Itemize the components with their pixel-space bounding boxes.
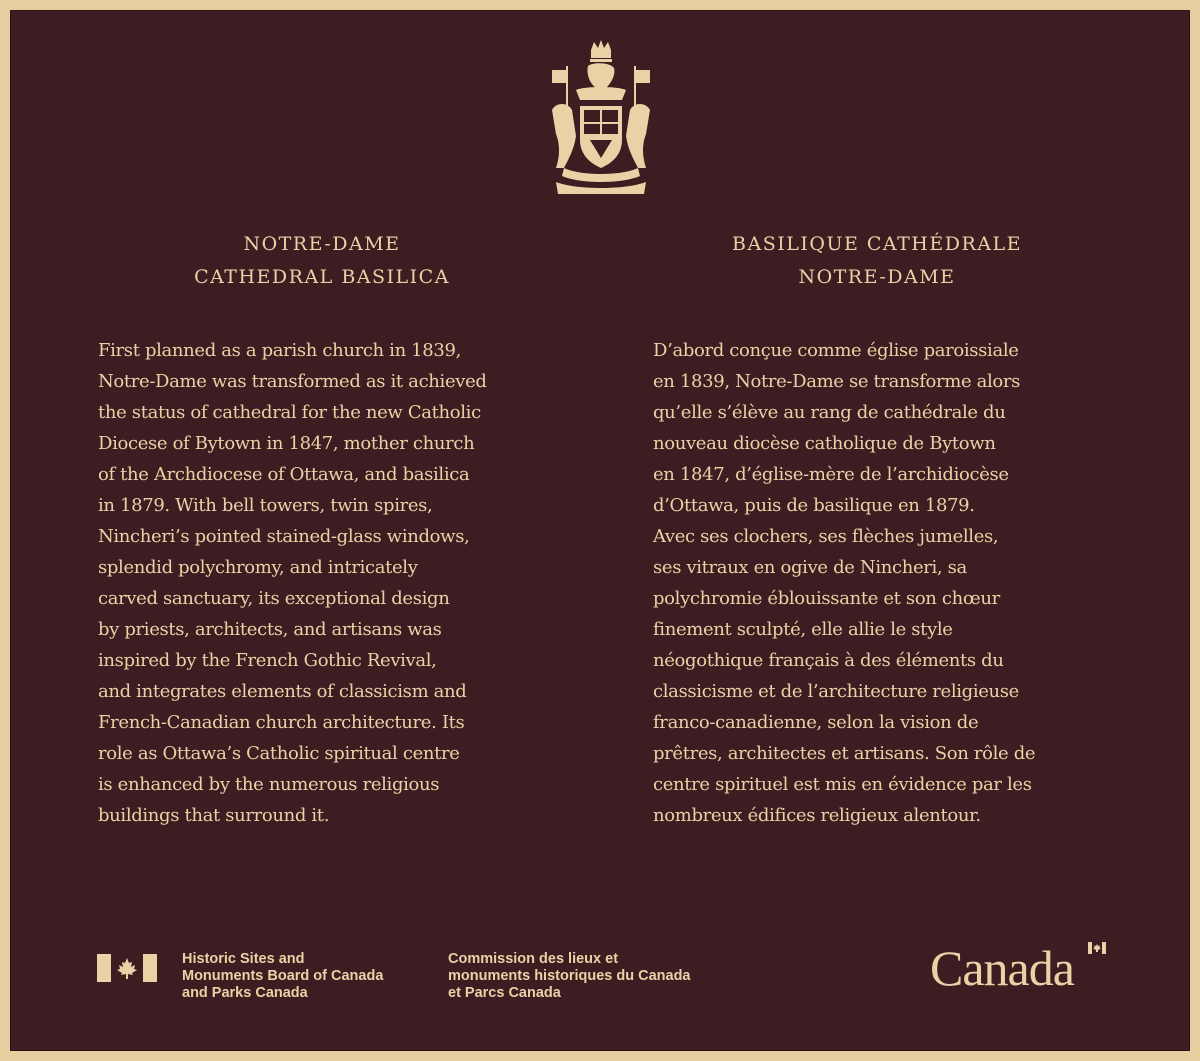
body-line: the status of cathedral for the new Catholic xyxy=(98,402,481,423)
footer-line: Commission des lieux et xyxy=(448,951,619,967)
body-line: polychromie éblouissante et son chœur xyxy=(653,588,1000,609)
body-line: First planned as a parish church in 1839, xyxy=(98,340,461,361)
wordmark-flag-icon xyxy=(1088,942,1106,954)
body-line: is enhanced by the numerous religious xyxy=(98,774,440,795)
footer-line: et Parcs Canada xyxy=(448,985,561,1001)
body-line: splendid polychromy, and intricately xyxy=(98,557,418,578)
body-line: franco-canadienne, selon la vision de xyxy=(653,712,979,733)
heading-french xyxy=(677,228,1077,294)
body-line: D’abord conçue comme église paroissiale xyxy=(653,340,1019,361)
footer-agency-french xyxy=(448,951,691,1002)
heading-line: BASILIQUE CATHÉDRALE xyxy=(732,233,1022,255)
body-line: ses vitraux en ogive de Nincheri, sa xyxy=(653,557,967,578)
body-line: inspired by the French Gothic Revival, xyxy=(98,650,437,671)
body-line: Nincheri’s pointed stained-glass windows, xyxy=(98,526,470,547)
heading-line: CATHEDRAL BASILICA xyxy=(194,266,450,288)
body-line: nouveau diocèse catholique de Bytown xyxy=(653,433,996,454)
body-line: néogothique français à des éléments du xyxy=(653,650,1004,671)
heading-line: NOTRE-DAME xyxy=(243,233,401,255)
heading-english xyxy=(122,228,522,294)
body-line: and integrates elements of classicism and xyxy=(98,681,467,702)
body-line: qu’elle s’élève au rang de cathédrale du xyxy=(653,402,1006,423)
body-line: d’Ottawa, puis de basilique en 1879. xyxy=(653,495,975,516)
body-line: French-Canadian church architecture. Its xyxy=(98,712,465,733)
body-line: prêtres, architectes et artisans. Son rôle de xyxy=(653,743,1036,764)
body-line: buildings that surround it. xyxy=(98,805,330,826)
body-line: en 1847, d’église-mère de l’archidiocèse xyxy=(653,464,1009,485)
body-line: en 1839, Notre-Dame se transforme alors xyxy=(653,371,1021,392)
body-english xyxy=(98,335,487,831)
body-line: role as Ottawa’s Catholic spiritual centre xyxy=(98,743,460,764)
body-line: Avec ses clochers, ses flèches jumelles, xyxy=(653,526,999,547)
body-french xyxy=(653,335,1035,831)
body-line: of the Archdiocese of Ottawa, and basilica xyxy=(98,464,470,485)
body-line: nombreux édifices religieux alentour. xyxy=(653,805,981,826)
royal-coat-of-arms-icon xyxy=(546,40,656,196)
body-line: Diocese of Bytown in 1847, mother church xyxy=(98,433,475,454)
body-line: classicisme et de l’architecture religieuse xyxy=(653,681,1019,702)
body-line: in 1879. With bell towers, twin spires, xyxy=(98,495,433,516)
footer-agency-english xyxy=(182,951,383,1002)
footer-line: and Parks Canada xyxy=(182,985,308,1001)
footer-line: monuments historiques du Canada xyxy=(448,968,691,984)
body-line: by priests, architects, and artisans was xyxy=(98,619,442,640)
body-line: centre spirituel est mis en évidence par les xyxy=(653,774,1032,795)
canada-wordmark: Canada xyxy=(930,940,1074,996)
footer-line: Historic Sites and xyxy=(182,951,305,967)
body-line: carved sanctuary, its exceptional design xyxy=(98,588,450,609)
body-line: finement sculpté, elle allie le style xyxy=(653,619,953,640)
canada-flag-icon xyxy=(97,954,157,982)
plaque-panel xyxy=(10,10,1190,1051)
body-line: Notre-Dame was transformed as it achieved xyxy=(98,371,487,392)
heading-line: NOTRE-DAME xyxy=(798,266,956,288)
footer-line: Monuments Board of Canada xyxy=(182,968,384,984)
